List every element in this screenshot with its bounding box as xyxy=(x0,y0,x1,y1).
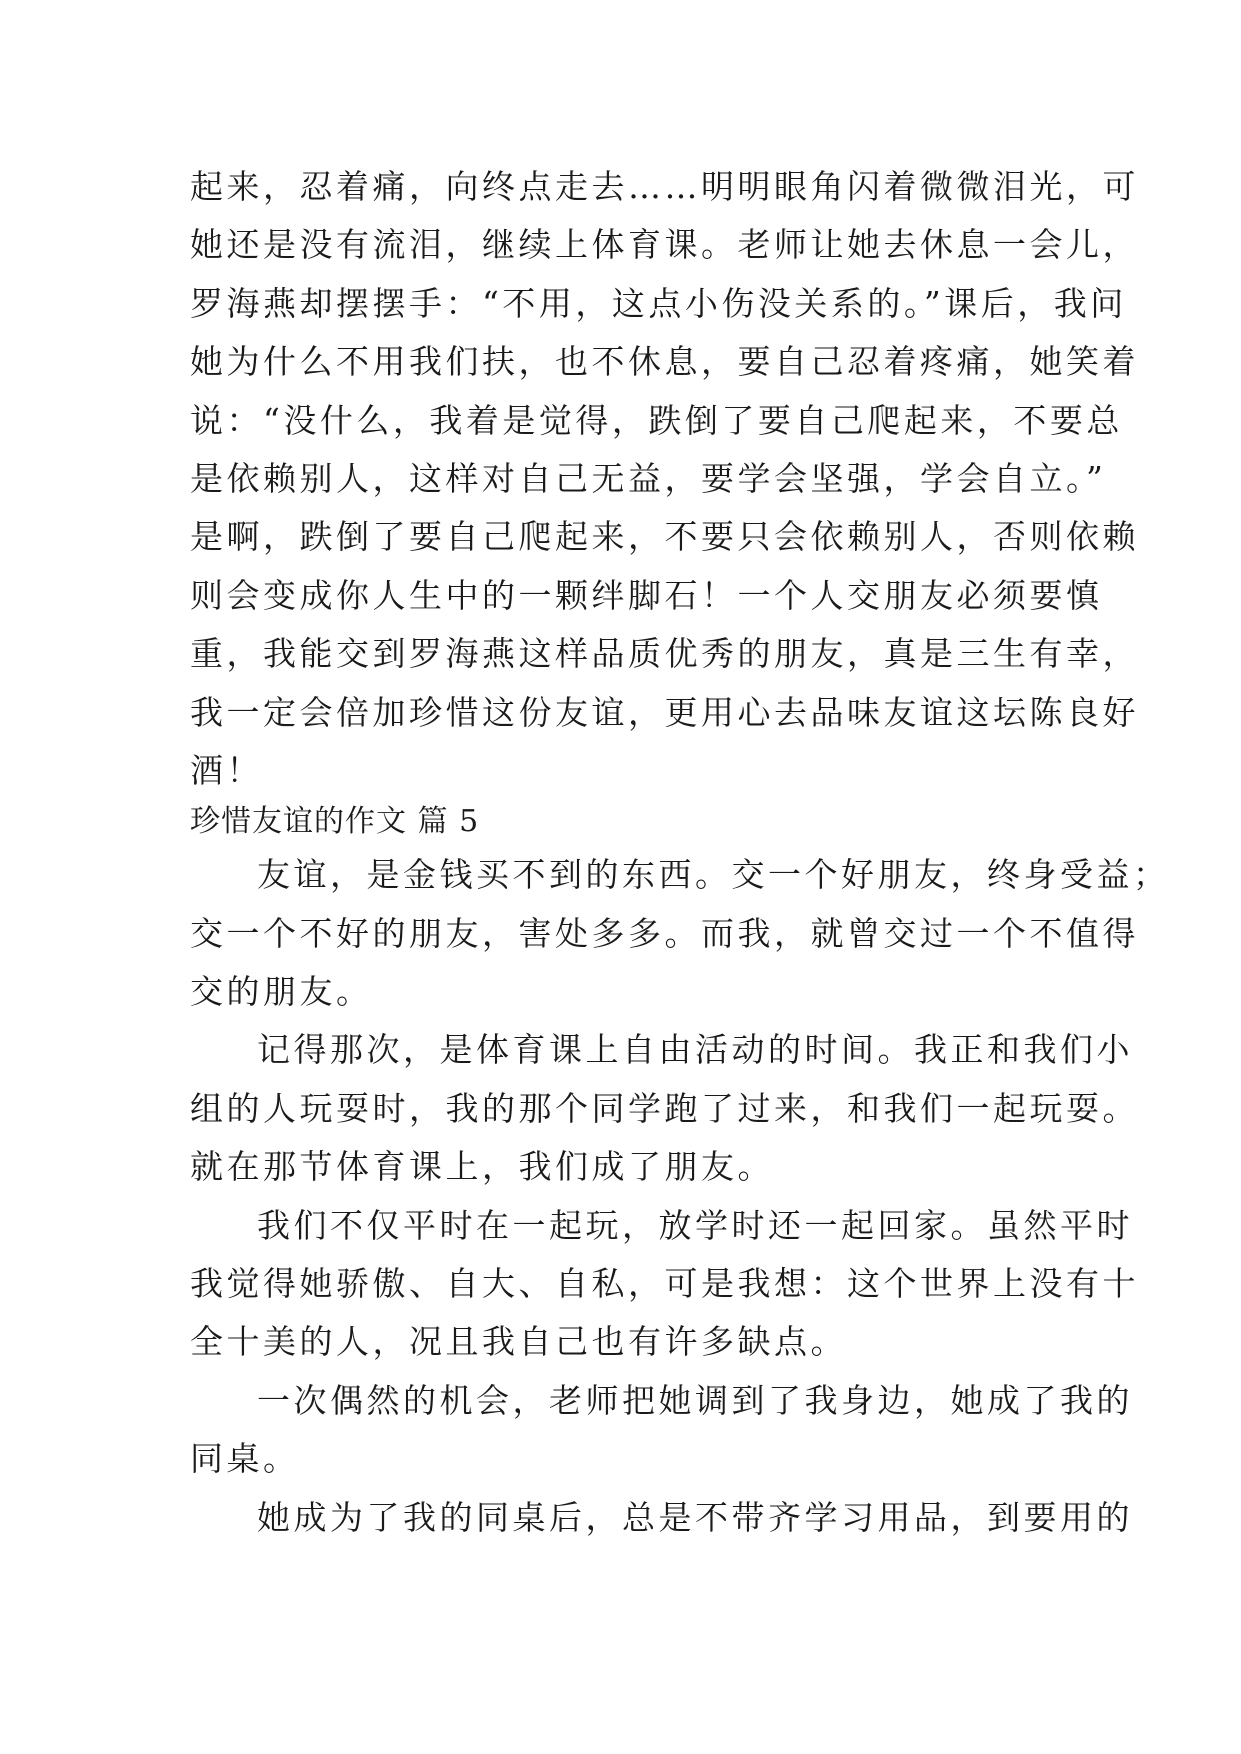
paragraph-line: 全十美的人，况且我自己也有许多缺点。 xyxy=(190,1322,847,1362)
paragraph-line: 记得那次，是体育课上自由活动的时间。我正和我们小 xyxy=(257,1030,1133,1070)
paragraph-line: 就在那节体育课上，我们成了朋友。 xyxy=(190,1147,774,1187)
paragraph-line: 友谊，是金钱买不到的东西。交一个好朋友，终身受益； xyxy=(257,855,1170,895)
paragraph-line: 罗海燕却摆摆手：“不用，这点小伤没关系的。”课后，我问 xyxy=(190,283,1127,323)
paragraph-line: 她成为了我的同桌后，总是不带齐学习用品，到要用的 xyxy=(257,1497,1133,1537)
paragraph-line: 说：“没什么，我着是觉得，跌倒了要自己爬起来，不要总 xyxy=(190,400,1123,440)
paragraph-line: 她为什么不用我们扶，也不休息，要自己忍着疼痛，她笑着 xyxy=(190,342,1139,382)
paragraph-line: 我一定会倍加珍惜这份友谊，更用心去品味友谊这坛陈良好 xyxy=(190,692,1139,732)
paragraph-line: 交一个不好的朋友，害处多多。而我，就曾交过一个不值得 xyxy=(190,913,1139,953)
paragraph-line: 重，我能交到罗海燕这样品质优秀的朋友，真是三生有幸， xyxy=(190,634,1139,674)
paragraph-line: 我们不仅平时在一起玩，放学时还一起回家。虽然平时 xyxy=(257,1205,1133,1245)
document-page xyxy=(190,158,1170,1547)
paragraph-line: 则会变成你人生中的一颗绊脚石！一个人交朋友必须要慎 xyxy=(190,575,1103,615)
paragraph-line: 交的朋友。 xyxy=(190,972,373,1012)
paragraph-line: 她还是没有流泪，继续上体育课。老师让她去休息一会儿， xyxy=(190,225,1139,265)
paragraph-line: 是依赖别人，这样对自己无益，要学会坚强，学会自立。” xyxy=(190,458,1107,498)
paragraph-line: 酒！ xyxy=(190,750,263,790)
paragraph-line: 我觉得她骄傲、自大、自私，可是我想：这个世界上没有十 xyxy=(190,1264,1139,1304)
section-heading: 珍惜友谊的作文 篇 5 xyxy=(190,804,480,840)
paragraph-line: 起来，忍着痛，向终点走去……明明眼角闪着微微泪光，可 xyxy=(190,167,1139,206)
paragraph-line: 一次偶然的机会，老师把她调到了我身边，她成了我的 xyxy=(257,1380,1133,1420)
paragraph-line: 同桌。 xyxy=(190,1439,300,1479)
paragraph-line: 是啊，跌倒了要自己爬起来，不要只会依赖别人，否则依赖 xyxy=(190,517,1139,557)
paragraph-line: 组的人玩耍时，我的那个同学跑了过来，和我们一起玩耍。 xyxy=(190,1088,1139,1128)
